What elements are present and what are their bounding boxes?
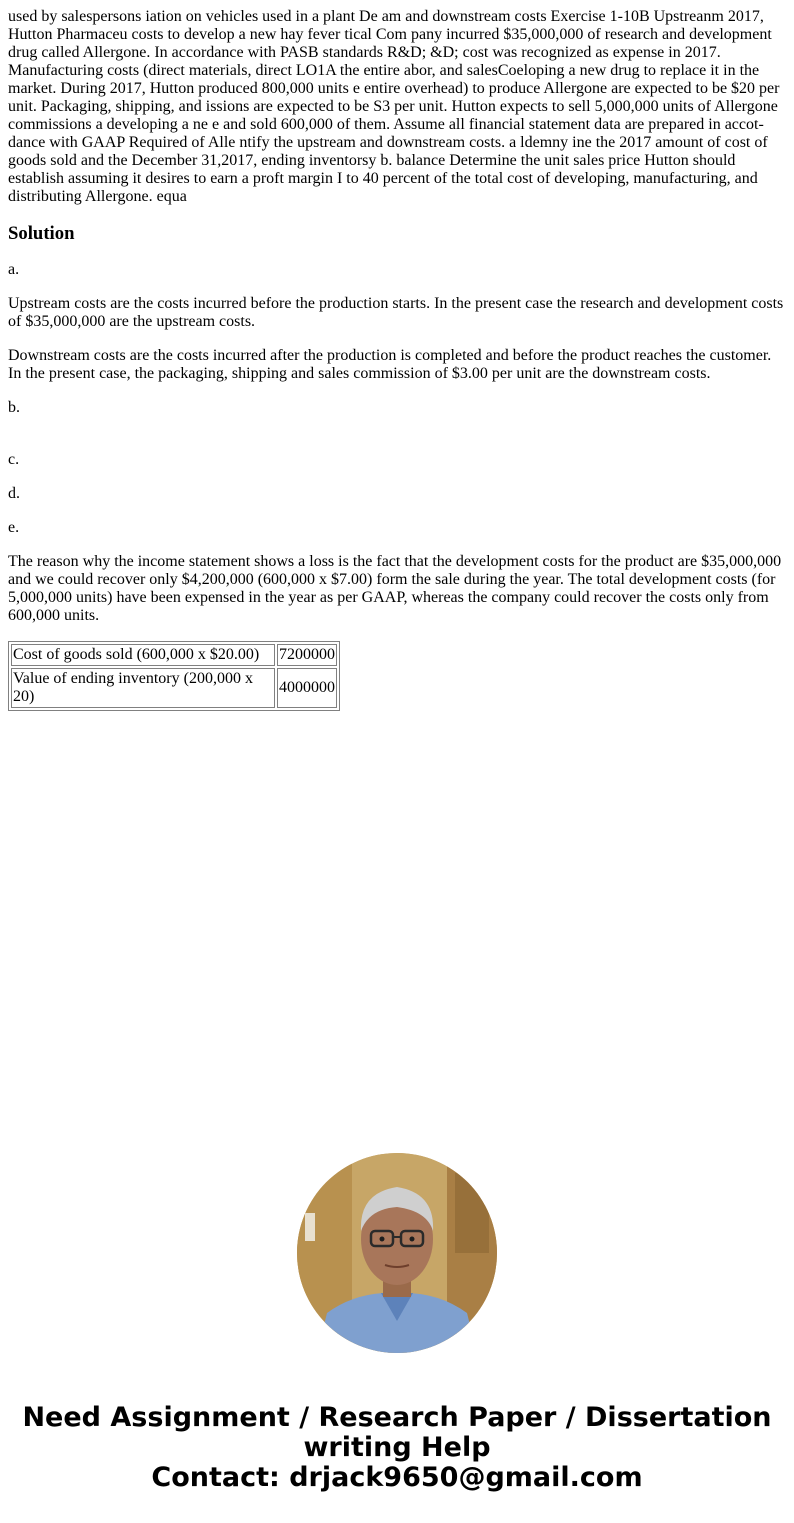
table-cell-value: 4000000 xyxy=(277,668,337,708)
cost-table xyxy=(8,641,340,711)
table-cell-label: Cost of goods sold (600,000 x $20.00) xyxy=(11,644,275,666)
table-cell-label: Value of ending inventory (200,000 x 20) xyxy=(11,668,275,708)
part-b-label: b. xyxy=(8,399,20,416)
author-photo xyxy=(297,1153,497,1353)
loss-reason-text: The reason why the income statement shows a loss is the fact that the development costs for the product are $35,000,000 and we could recover only $4,200,000 (600,000 x $7.00) form the sale during the year. The total development costs (for 5,000,000 units) have been expensed in the year as per GAAP, whereas the company could recover the costs only from 600,000 units. xyxy=(8,553,782,624)
downstream-explanation: Downstream costs are the costs incurred after the production is completed and before the product reaches the customer. In the present case, the packaging, shipping and sales commission of $3.00 per unit are the downstream costs. xyxy=(8,347,772,382)
author-portrait-image xyxy=(297,1153,497,1353)
question-text: used by salespersons iation on vehicles used in a plant De am and downstream costs Exercise 1-10B Upstreanm 2017, Hutton Pharmaceu costs to develop a new hay fever tical Com pany incurred $35,000,000 of research and development drug called Allergone. In accordance with PASB standards R&D; &D; cost was recognized as expense in 2017. Manufacturing costs (direct materials, direct LO1A the entire abor, and salesCoeloping a new drug to replace it in the market. During 2017, Hutton produced 800,000 units e entire overhead) to produce Allergone are expected to be $20 per unit. Packaging, shipping, and issions are expected to be S3 per unit. Hutton expects to sell 5,000,000 units of Allergone commissions a developing a ne e and sold 600,000 of them. Assume all financial statement data are prepared in accot- dance with GAAP Required of Alle ntify the upstream and downstream costs. a ldemny ine the 2017 amount of cost of goods sold and the December 31,2017, ending inventorsy b. balance Determine the unit sales price Hutton should establish assuming it desires to earn a proft margin I to 40 percent of the total cost of developing, manufacturing, and distributing Allergone. equa xyxy=(8,8,780,205)
table-row xyxy=(11,668,337,708)
part-b-blank xyxy=(8,417,786,435)
part-d-label: d. xyxy=(8,485,20,502)
document-content xyxy=(8,8,786,711)
part-c-label: c. xyxy=(8,451,20,468)
part-a-label: a. xyxy=(8,261,20,278)
promo-line-1: Need Assignment / Research Paper / Dissertation xyxy=(22,1402,772,1433)
upstream-explanation: Upstream costs are the costs incurred before the production starts. In the present case the research and development costs of $35,000,000 are the upstream costs. xyxy=(8,295,784,330)
promo-contact: Contact: drjack9650@gmail.com xyxy=(151,1462,643,1493)
promo-banner xyxy=(0,1403,794,1493)
table-row xyxy=(11,644,337,666)
part-e-label: e. xyxy=(8,519,20,536)
promo-line-2: writing Help xyxy=(303,1432,491,1463)
table-cell-value: 7200000 xyxy=(277,644,337,666)
solution-heading: Solution xyxy=(8,223,75,244)
